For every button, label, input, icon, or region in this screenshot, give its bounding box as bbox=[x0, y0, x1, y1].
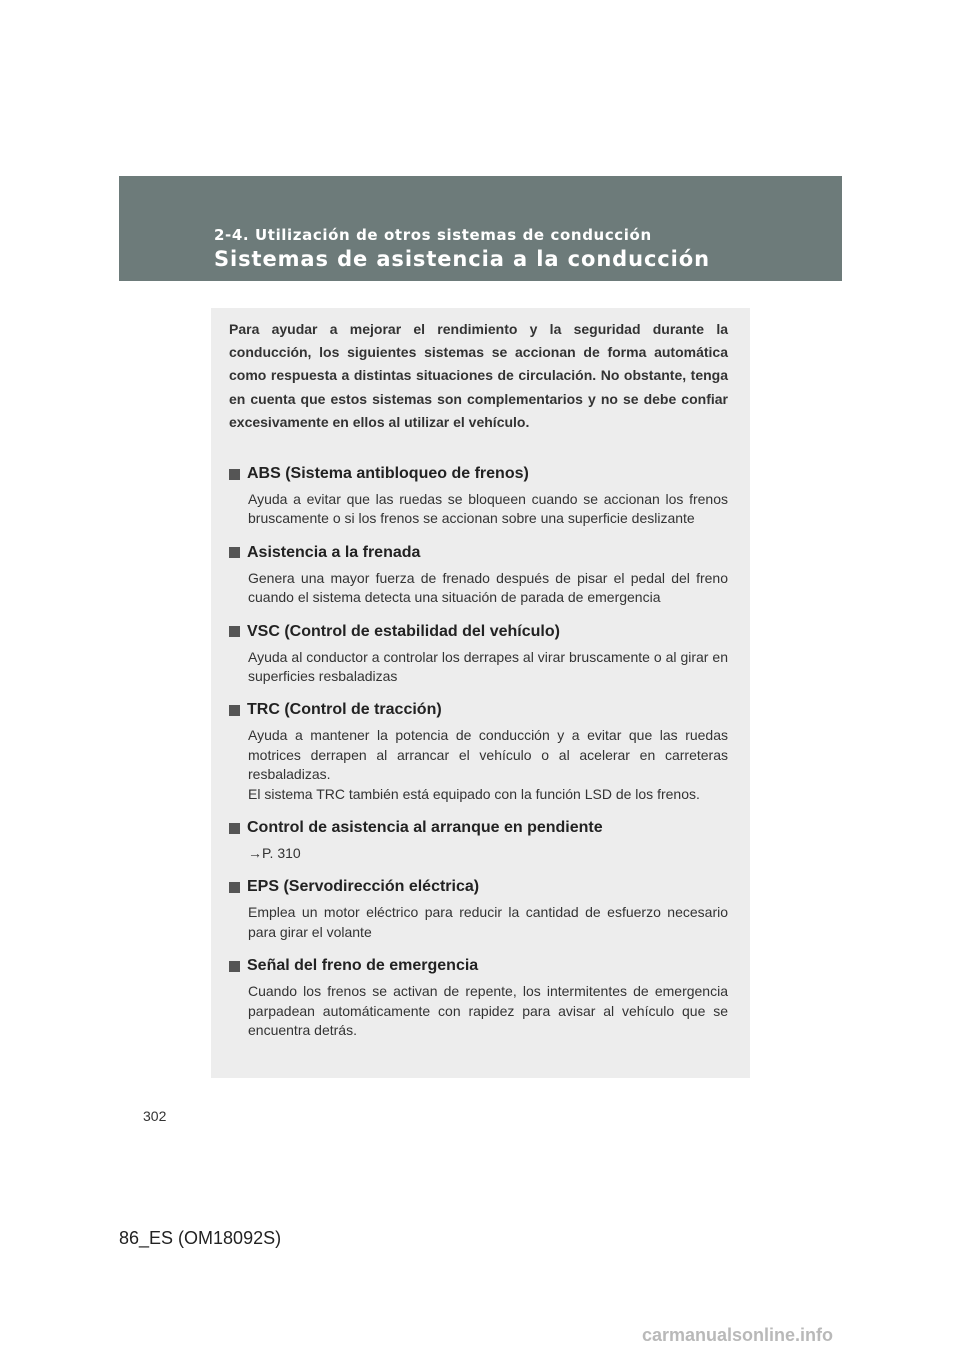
section-label: 2-4. Utilización de otros sistemas de conducción bbox=[214, 226, 652, 244]
item-title: TRC (Control de tracción) bbox=[229, 698, 728, 722]
watermark: carmanualsonline.info bbox=[642, 1325, 834, 1345]
square-bullet-icon bbox=[229, 469, 240, 480]
item-body: Genera una mayor fuerza de frenado después de pisar el pedal del freno cuando el sistema detecta una situación de parada de emergencia bbox=[248, 569, 728, 606]
item-title: Asistencia a la frenada bbox=[229, 541, 728, 565]
square-bullet-icon bbox=[229, 547, 240, 558]
item-body: Ayuda a evitar que las ruedas se bloqueen cuando se accionan los frenos bruscamente o si los frenos se accionan sobre una superficie deslizante bbox=[248, 491, 728, 527]
list-item-trc bbox=[229, 698, 728, 804]
page-reference-link[interactable]: →P. 310 bbox=[248, 845, 301, 862]
square-bullet-icon bbox=[229, 961, 240, 972]
item-body: Cuando los frenos se activan de repente, los intermitentes de emergencia parpadean automáticamente con rapidez para avisar al vehículo que se encuentra detrás. bbox=[248, 983, 728, 1039]
item-body: Emplea un motor eléctrico para reducir la cantidad de esfuerzo necesario para girar el volante bbox=[248, 904, 728, 940]
list-item-vsc bbox=[229, 620, 728, 687]
page-title: Sistemas de asistencia a la conducción bbox=[214, 247, 710, 271]
systems-list bbox=[229, 462, 728, 1053]
square-bullet-icon bbox=[229, 626, 240, 637]
item-title: ABS (Sistema antibloqueo de frenos) bbox=[229, 462, 728, 486]
square-bullet-icon bbox=[229, 882, 240, 893]
item-title: VSC (Control de estabilidad del vehículo) bbox=[229, 620, 728, 644]
page-number: 302 bbox=[143, 1108, 167, 1124]
item-title: Control de asistencia al arranque en pendiente bbox=[229, 816, 728, 840]
list-item-emergency-brake-signal bbox=[229, 954, 728, 1040]
chapter-header bbox=[119, 176, 842, 281]
list-item-eps bbox=[229, 875, 728, 942]
document-code: 86_ES (OM18092S) bbox=[119, 1228, 282, 1248]
square-bullet-icon bbox=[229, 823, 240, 834]
content-panel bbox=[211, 308, 750, 1078]
square-bullet-icon bbox=[229, 705, 240, 716]
item-body: Ayuda a mantener la potencia de conducción y a evitar que las ruedas motrices derrapen al arrancar el vehículo o al acelerar en carreteras resbaladizas. El sistema TRC también está equipado con la función LSD de los frenos. bbox=[248, 727, 728, 802]
list-item-brake-assist bbox=[229, 541, 728, 608]
item-body: Ayuda al conductor a controlar los derrapes al virar bruscamente o al girar en superficies resbaladizas bbox=[248, 648, 728, 685]
item-title: EPS (Servodirección eléctrica) bbox=[229, 875, 728, 899]
list-item-hill-start-assist bbox=[229, 816, 728, 863]
item-title: Señal del freno de emergencia bbox=[229, 954, 728, 978]
intro-paragraph: Para ayudar a mejorar el rendimiento y la seguridad durante la conducción, los siguientes sistemas se accionan de forma automática como respuesta a distintas situaciones de circulación. No obstante, tenga en cuenta que estos sistemas son complementarios y no se debe confiar excesivamente en ellos al utilizar el vehículo. bbox=[229, 321, 728, 430]
list-item-abs bbox=[229, 462, 728, 529]
